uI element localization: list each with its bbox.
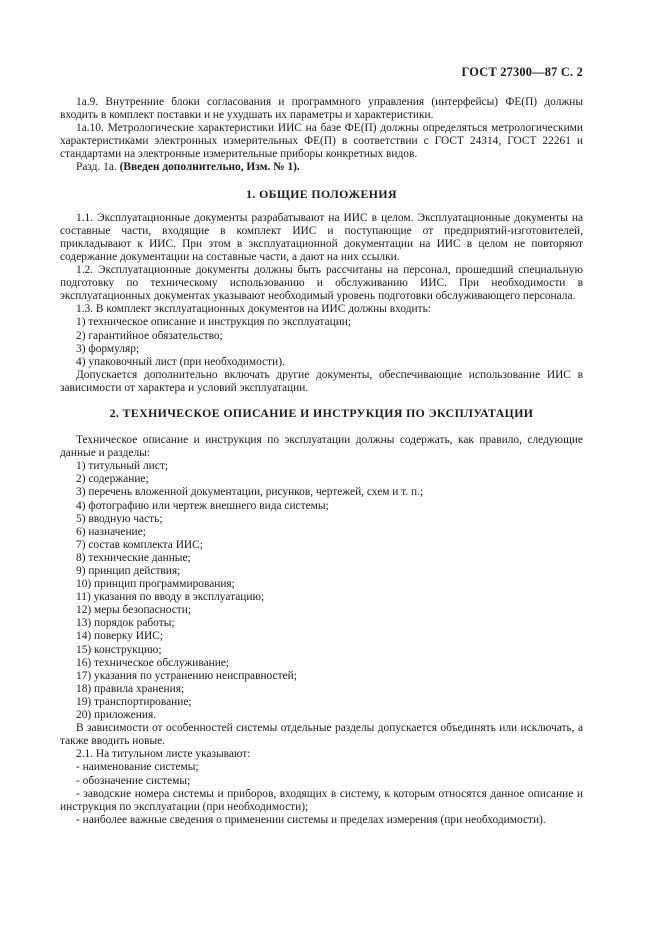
- dash-item: - наименование системы;: [76, 761, 199, 774]
- list-item: 5) вводную часть;: [76, 512, 163, 525]
- paragraph-razd: [60, 161, 583, 174]
- dash-item: - заводские номера системы и приборов, входящих в систему, к которым относятся данное описание и инструкция по эксплуатации (при необходимости);: [60, 787, 583, 813]
- paragraph-1a9: 1а.9. Внутренние блоки согласования и программного управления (интерфейсы) ФЕ(П) должны входить в комплект поставки и не ухудшать их параметры и характеристики.: [60, 96, 583, 122]
- list-item: 16) техническое обслуживание;: [76, 656, 230, 669]
- document-body: [60, 96, 583, 827]
- list-item: 11) указания по вводу в эксплуатацию;: [76, 591, 265, 604]
- list-item: 1) титульный лист;: [76, 460, 168, 473]
- list-item: 14) поверку ИИС;: [76, 630, 164, 643]
- paragraph-merge-sections: В зависимости от особенностей системы отдельные разделы допускается объединять или исключать, а также вводить новые.: [60, 722, 583, 748]
- list-item: 3) формуляр;: [76, 342, 140, 355]
- list-item: 12) меры безопасности;: [76, 604, 192, 617]
- razd-amendment: (Введен дополнительно, Изм. № 1).: [119, 161, 300, 174]
- dash-item: - наиболее важные сведения о применении системы и пределах измерения (при необходимости).: [76, 813, 546, 826]
- list-item: 17) указания по устранению неисправностей;: [76, 669, 297, 682]
- paragraph-1-3: 1.3. В комплект эксплуатационных документов на ИИС должны входить:: [76, 303, 431, 316]
- paragraph-2-intro: Техническое описание и инструкция по эксплуатации должны содержать, как правило, следующие данные и разделы:: [60, 434, 583, 460]
- list-item: 2) гарантийное обязательство;: [76, 329, 223, 342]
- list-item: 4) фотографию или чертеж внешнего вида системы;: [76, 499, 329, 512]
- list-item: 10) принцип программирования;: [76, 578, 235, 591]
- list-item: 19) транспортирование;: [76, 695, 192, 708]
- list-item: 8) технические данные;: [76, 551, 191, 564]
- list-item: 6) назначение;: [76, 525, 146, 538]
- list-item: 1) техническое описание и инструкция по эксплуатации;: [76, 316, 352, 329]
- list-item: 9) принцип действия;: [76, 565, 181, 577]
- section-1-title: 1. ОБЩИЕ ПОЛОЖЕНИЯ: [246, 186, 397, 201]
- list-item: 13) порядок работы;: [76, 617, 175, 630]
- section-2-title: 2. ТЕХНИЧЕСКОЕ ОПИСАНИЕ И ИНСТРУКЦИЯ ПО ЭКСПЛУАТАЦИИ: [109, 405, 534, 420]
- list-item: 3) перечень вложенной документации, рисунков, чертежей, схем и т. п.;: [76, 486, 424, 499]
- paragraph-2-1: 2.1. На титульном листе указывают:: [76, 748, 251, 761]
- dash-item: - обозначение системы;: [76, 774, 191, 787]
- list-item: 18) правила хранения;: [76, 682, 185, 695]
- page-header: ГОСТ 27300—87 С. 2: [461, 65, 583, 79]
- list-item: 2) содержание;: [76, 473, 149, 486]
- razd-prefix: Разд. 1а.: [76, 161, 117, 174]
- list-item: 20) приложения.: [76, 709, 157, 722]
- list-item: 7) состав комплекта ИИС;: [76, 538, 203, 551]
- paragraph-1-2: 1.2. Эксплуатационные документы должны быть рассчитаны на персонал, прошедший специальную подготовку по техническому использованию и обслуживанию ИИС. При необходимости в эксплуатационных документах указывают необходимый уровень подготовки обслуживающего персонала.: [60, 264, 583, 303]
- list-item: 15) конструкцию;: [76, 643, 162, 656]
- paragraph-1a10: 1а.10. Метрологические характеристики ИИС на базе ФЕ(П) должны определяться метрологическими характеристиками электронных измерительных ФЕ(П) в соответствии с ГОСТ 24314, ГОСТ 22261 и стандартами на электронные измерительные приборы конкретных видов.: [60, 122, 583, 161]
- paragraph-1-1: 1.1. Эксплуатационные документы разрабатывают на ИИС в целом. Эксплуатационные документы на составные части, входящие в комплект ИИС и поступающие от предприятий-изготовителей, прикладывают к ИИС. При этом в эксплуатационной документации на ИИС в целом не повторяют содержание документации на составные части, а дают на них ссылки.: [60, 211, 583, 263]
- list-item: 4) упаковочный лист (при необходимости).: [76, 355, 285, 368]
- paragraph-extra-docs: Допускается дополнительно включать другие документы, обеспечивающие использование ИИС в зависимости от характера и условий эксплуатации.: [60, 368, 583, 394]
